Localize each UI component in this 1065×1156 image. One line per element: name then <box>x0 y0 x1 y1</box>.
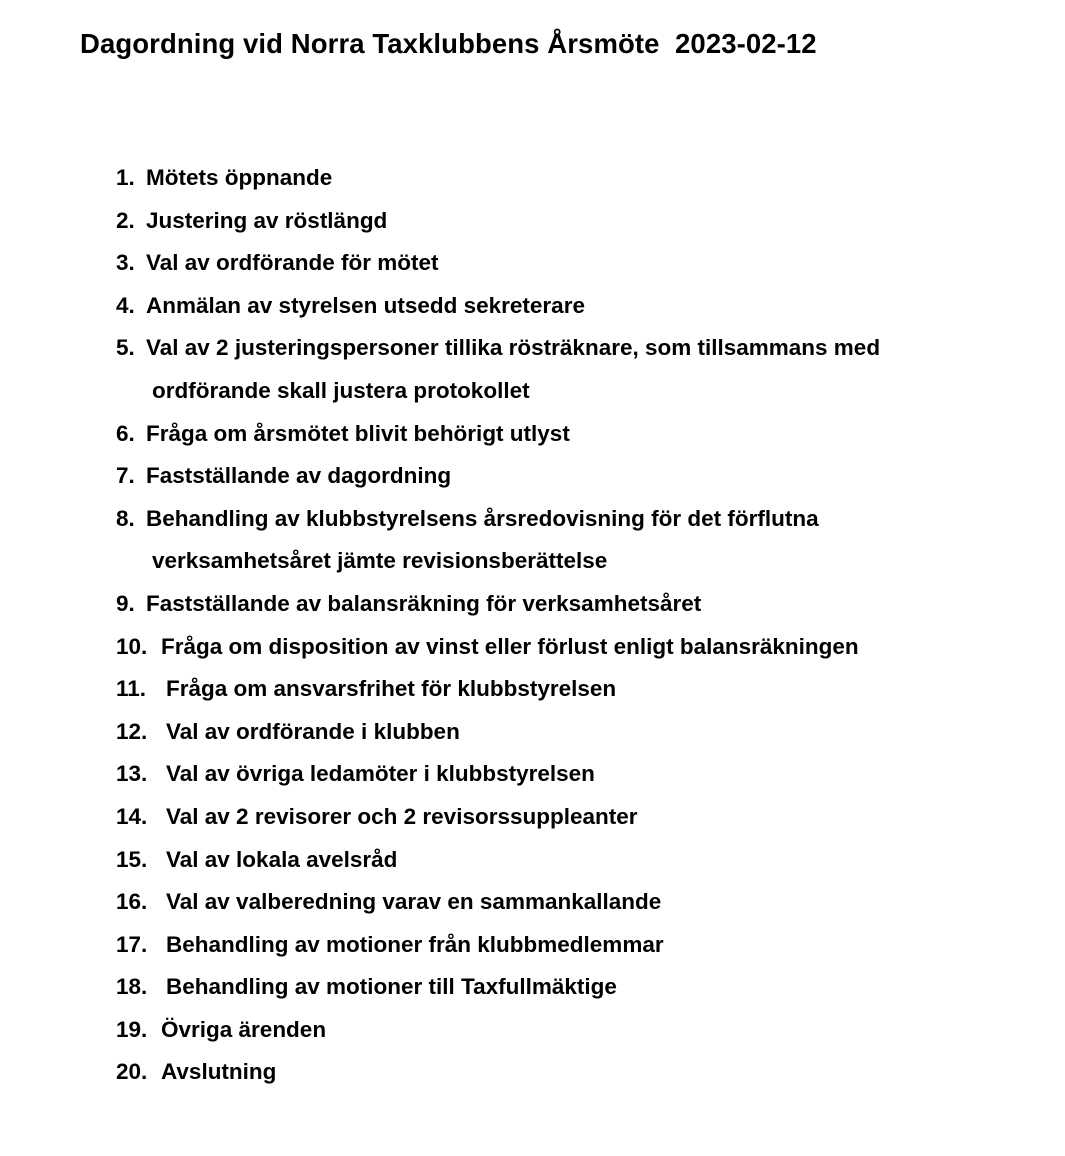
agenda-item-text: Behandling av motioner från klubbmedlemmar <box>166 931 664 957</box>
agenda-item-text: Fråga om ansvarsfrihet för klubbstyrelsen <box>166 676 617 702</box>
agenda-item-number: 8. <box>116 505 135 531</box>
agenda-list <box>116 157 1016 1094</box>
agenda-item-text: Val av 2 justeringspersoner tillika rösträknare, som tillsammans med <box>146 335 881 361</box>
agenda-item <box>116 839 1016 882</box>
agenda-item <box>116 498 1016 583</box>
agenda-item-text: Val av ordförande i klubben <box>166 718 460 744</box>
agenda-item-number: 6. <box>116 420 135 446</box>
agenda-item <box>116 881 1016 924</box>
agenda-item-number: 14. <box>116 803 148 829</box>
agenda-item-number: 17. <box>116 931 148 957</box>
agenda-item-text: Avslutning <box>161 1059 277 1085</box>
agenda-item <box>116 200 1016 243</box>
agenda-item-text: Val av lokala avelsråd <box>166 846 398 872</box>
agenda-item <box>116 157 1016 200</box>
agenda-item-number: 3. <box>116 250 135 276</box>
agenda-item <box>116 1009 1016 1052</box>
agenda-item-number: 20. <box>116 1059 148 1085</box>
agenda-item-text: Fråga om disposition av vinst eller förlust enligt balansräkningen <box>161 633 859 659</box>
agenda-item-text: Val av övriga ledamöter i klubbstyrelsen <box>166 761 595 787</box>
document-title: Dagordning vid Norra Taxklubbens Årsmöte 2023-02-12 <box>80 28 817 59</box>
agenda-item-text: Val av ordförande för mötet <box>146 250 439 276</box>
agenda-item <box>116 626 1016 669</box>
agenda-item-number: 16. <box>116 889 148 915</box>
agenda-item-number: 10. <box>116 633 148 659</box>
agenda-item-continuation: ordförande skall justera protokollet <box>152 377 530 403</box>
agenda-item <box>116 711 1016 754</box>
agenda-item-number: 4. <box>116 292 135 318</box>
agenda-item-text: Val av 2 revisorer och 2 revisorssuppleanter <box>166 803 638 829</box>
agenda-item <box>116 455 1016 498</box>
agenda-item-number: 1. <box>116 165 135 190</box>
agenda-item <box>116 924 1016 967</box>
agenda-item <box>116 966 1016 1009</box>
agenda-item-number: 9. <box>116 590 135 616</box>
agenda-item-text: Val av valberedning varav en sammankallande <box>166 889 662 915</box>
agenda-item <box>116 668 1016 711</box>
agenda-item <box>116 1051 1016 1094</box>
agenda-item-text: Behandling av motioner till Taxfullmäktige <box>166 974 617 1000</box>
agenda-item <box>116 285 1016 328</box>
agenda-item-number: 19. <box>116 1016 148 1042</box>
agenda-item-number: 12. <box>116 718 148 744</box>
agenda-item-text: Fastställande av dagordning <box>146 463 452 489</box>
agenda-item-number: 7. <box>116 463 135 489</box>
agenda-item-text: Fråga om årsmötet blivit behörigt utlyst <box>146 420 570 446</box>
agenda-item-number: 18. <box>116 974 148 1000</box>
agenda-item <box>116 327 1016 412</box>
agenda-item-text: Fastställande av balansräkning för verksamhetsåret <box>146 590 702 616</box>
agenda-item <box>116 242 1016 285</box>
agenda-item-number: 11. <box>116 676 147 702</box>
agenda-item-number: 13. <box>116 761 148 787</box>
agenda-item <box>116 753 1016 796</box>
agenda-item <box>116 413 1016 456</box>
agenda-item <box>116 796 1016 839</box>
agenda-item-text: Behandling av klubbstyrelsens årsredovisning för det förflutna <box>146 505 819 531</box>
agenda-item-number: 2. <box>116 207 135 233</box>
agenda-item-text: Anmälan av styrelsen utsedd sekreterare <box>146 292 585 318</box>
agenda-item-text: Justering av röstlängd <box>146 207 388 233</box>
agenda-item-number: 15. <box>116 846 148 872</box>
agenda-item <box>116 583 1016 626</box>
agenda-item-continuation: verksamhetsåret jämte revisionsberättelse <box>152 548 608 574</box>
agenda-item-text: Mötets öppnande <box>146 165 333 190</box>
agenda-item-number: 5. <box>116 335 135 361</box>
agenda-item-text: Övriga ärenden <box>161 1016 327 1042</box>
